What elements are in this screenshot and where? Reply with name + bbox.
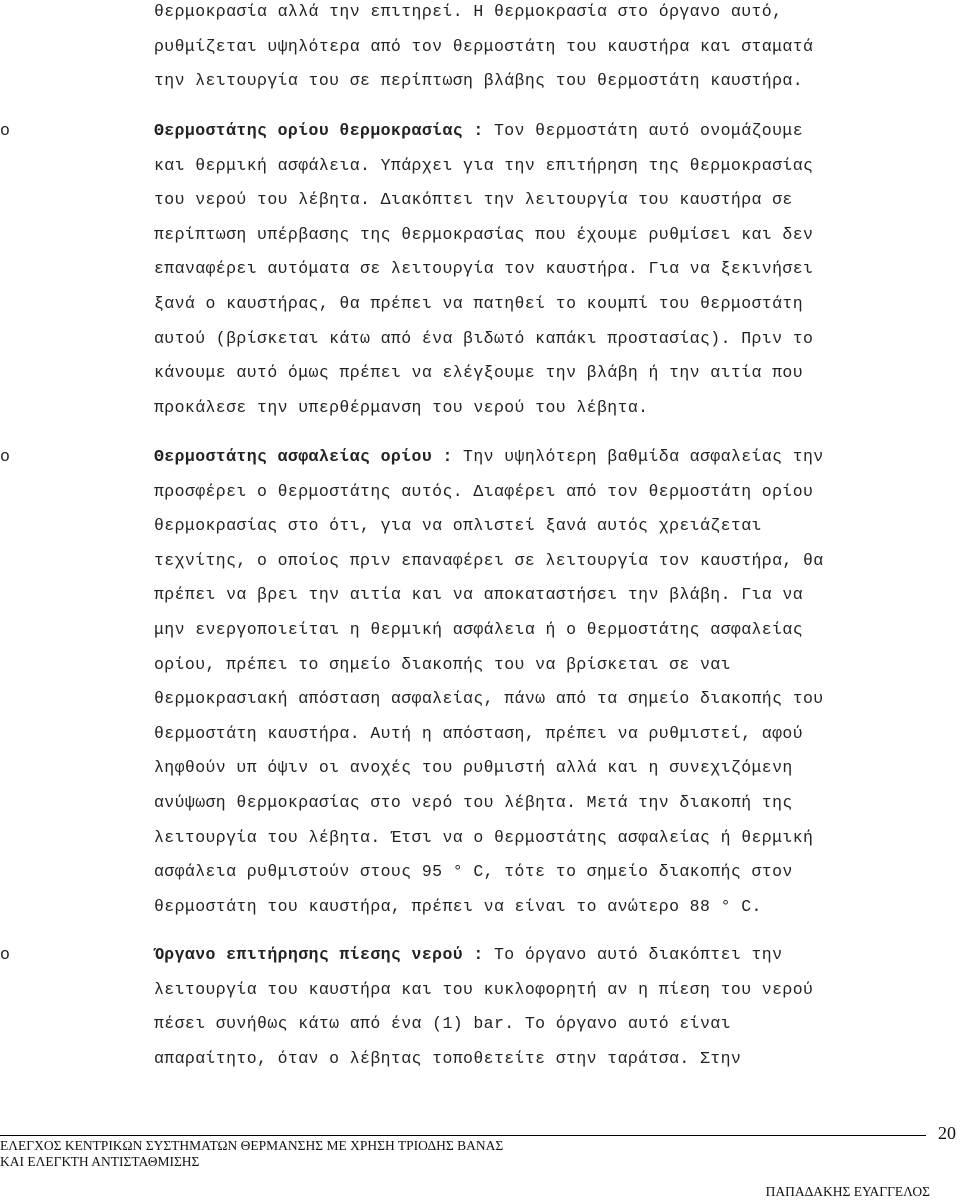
text-line: περίπτωση υπέρβασης της θερμοκρασίας που έχουμε ρυθμίσει και δεν: [154, 224, 814, 244]
footer-title-line: ΚΑΙ ΕΛΕΓΚΤΗ ΑΝΤΙΣΤΑΘΜΙΣΗΣ: [0, 1154, 200, 1169]
text-line: αυτού (βρίσκεται κάτω από ένα βιδωτό καπάκι προστασίας). Πριν το: [154, 328, 814, 348]
text-line: ασφάλεια ρυθμιστούν στους 95 ° C, τότε το σημείο διακοπής στον: [154, 862, 793, 882]
text-line: και θερμική ασφάλεια. Υπάρχει για την επιτήρηση της θερμοκρασίας: [154, 155, 814, 175]
text-line: κάνουμε αυτό όμως πρέπει να ελέγξουμε την βλάβη ή την αιτία που: [154, 363, 804, 383]
bullet-limit-thermostat: [0, 114, 954, 425]
text-line: ορίου, πρέπει το σημείο διακοπής του να βρίσκεται σε ναι: [154, 654, 731, 674]
bullet-heading-line: [154, 440, 954, 475]
bullet-heading-line: [154, 114, 954, 149]
text-line: θερμοστάτη του καυστήρα, πρέπει να είναι το ανώτερο 88 ° C.: [154, 896, 762, 916]
text-line: την λειτουργία του σε περίπτωση βλάβης του θερμοστάτη καυστήρα.: [154, 71, 804, 91]
text-line: λειτουργία του λέβητα. Έτσι να ο θερμοστάτης ασφαλείας ή θερμική: [154, 827, 814, 847]
bullet-heading-line: [154, 938, 954, 973]
text-line: απαραίτητο, όταν ο λέβητας τοποθετείτε στην ταράτσα. Στην: [154, 1048, 742, 1068]
text-line: επαναφέρει αυτόματα σε λειτουργία τον καυστήρα. Για να ξεκινήσει: [154, 259, 814, 279]
text-line: θερμοκρασία αλλά την επιτηρεί. Η θερμοκρασία στο όργανο αυτό,: [154, 2, 783, 21]
bullet-safety-thermostat: [0, 440, 954, 924]
text-line: ξανά ο καυστήρας, θα πρέπει να πατηθεί το κουμπί του θερμοστάτη: [154, 293, 804, 313]
text-line: Το όργανο αυτό διακόπτει την: [483, 945, 783, 964]
footer-title: [0, 1138, 503, 1170]
text-line: θερμοκρασίας στο ότι, για να οπλιστεί ξανά αυτός χρειάζεται: [154, 516, 762, 536]
text-line: ρυθμίζεται υψηλότερα από τον θερμοστάτη του καυστήρα και σταματά: [154, 36, 814, 56]
bullet-marker: o: [0, 121, 11, 140]
bullet-heading: Θερμοστάτης ορίου θερμοκρασίας :: [154, 121, 484, 140]
text-line: μην ενεργοποιείται η θερμική ασφάλεια ή ο θερμοστάτης ασφαλείας: [154, 619, 804, 639]
footer-author: ΠΑΠΑΔΑΚΗΣ ΕΥΑΓΓΕΛΟΣ: [765, 1184, 930, 1199]
text-line: προκάλεσε την υπερθέρμανση του νερού του λέβητα.: [154, 397, 649, 417]
bullet-marker: o: [0, 945, 11, 964]
footer-divider: [0, 1135, 926, 1136]
bullet-heading: Θερμοστάτης ασφαλείας ορίου :: [154, 447, 453, 466]
text-line: ανύψωση θερμοκρασίας στο νερό του λέβητα. Μετά την διακοπή της: [154, 792, 793, 812]
text-line: Τον θερμοστάτη αυτό ονομάζουμε: [483, 121, 804, 140]
text-line: προσφέρει ο θερμοστάτης αυτός. Διαφέρει από τον θερμοστάτη ορίου: [154, 481, 814, 501]
bullet-pressure-monitor: [0, 938, 954, 1076]
page-number: 20: [938, 1123, 956, 1143]
bullet-marker: o: [0, 447, 11, 466]
text-line: πέσει συνήθως κάτω από ένα (1) bar. Το όργανο αυτό είναι: [154, 1014, 731, 1034]
text-line: πρέπει να βρει την αιτία και να αποκαταστήσει την βλάβη. Για να: [154, 585, 804, 605]
intro-paragraph: [154, 0, 954, 99]
text-line: Την υψηλότερη βαθμίδα ασφαλείας την: [452, 447, 824, 466]
bullet-heading: Όργανο επιτήρησης πίεσης νερού :: [154, 945, 484, 964]
text-line: λειτουργία του καυστήρα και του κυκλοφορητή αν η πίεση του νερού: [154, 979, 814, 999]
text-line: θερμοστάτη καυστήρα. Αυτή η απόσταση, πρέπει να ρυθμιστεί, αφού: [154, 723, 804, 743]
footer-title-line: ΕΛΕΓΧΟΣ ΚΕΝΤΡΙΚΩΝ ΣΥΣΤΗΜΑΤΩΝ ΘΕΡΜΑΝΣΗΣ ΜΕ ΧΡΗΣΗ ΤΡΙΟΔΗΣ ΒΑΝΑΣ: [0, 1138, 504, 1153]
text-line: θερμοκρασιακή απόσταση ασφαλείας, πάνω από τα σημείο διακοπής του: [154, 689, 824, 709]
text-line: ληφθούν υπ όψιν οι ανοχές του ρυθμιστή αλλά και η συνεχιζόμενη: [154, 758, 793, 778]
text-line: του νερού του λέβητα. Διακόπτει την λειτουργία του καυστήρα σε: [154, 190, 793, 210]
text-line: τεχνίτης, ο οποίος πριν επαναφέρει σε λειτουργία τον καυστήρα, θα: [154, 550, 824, 570]
